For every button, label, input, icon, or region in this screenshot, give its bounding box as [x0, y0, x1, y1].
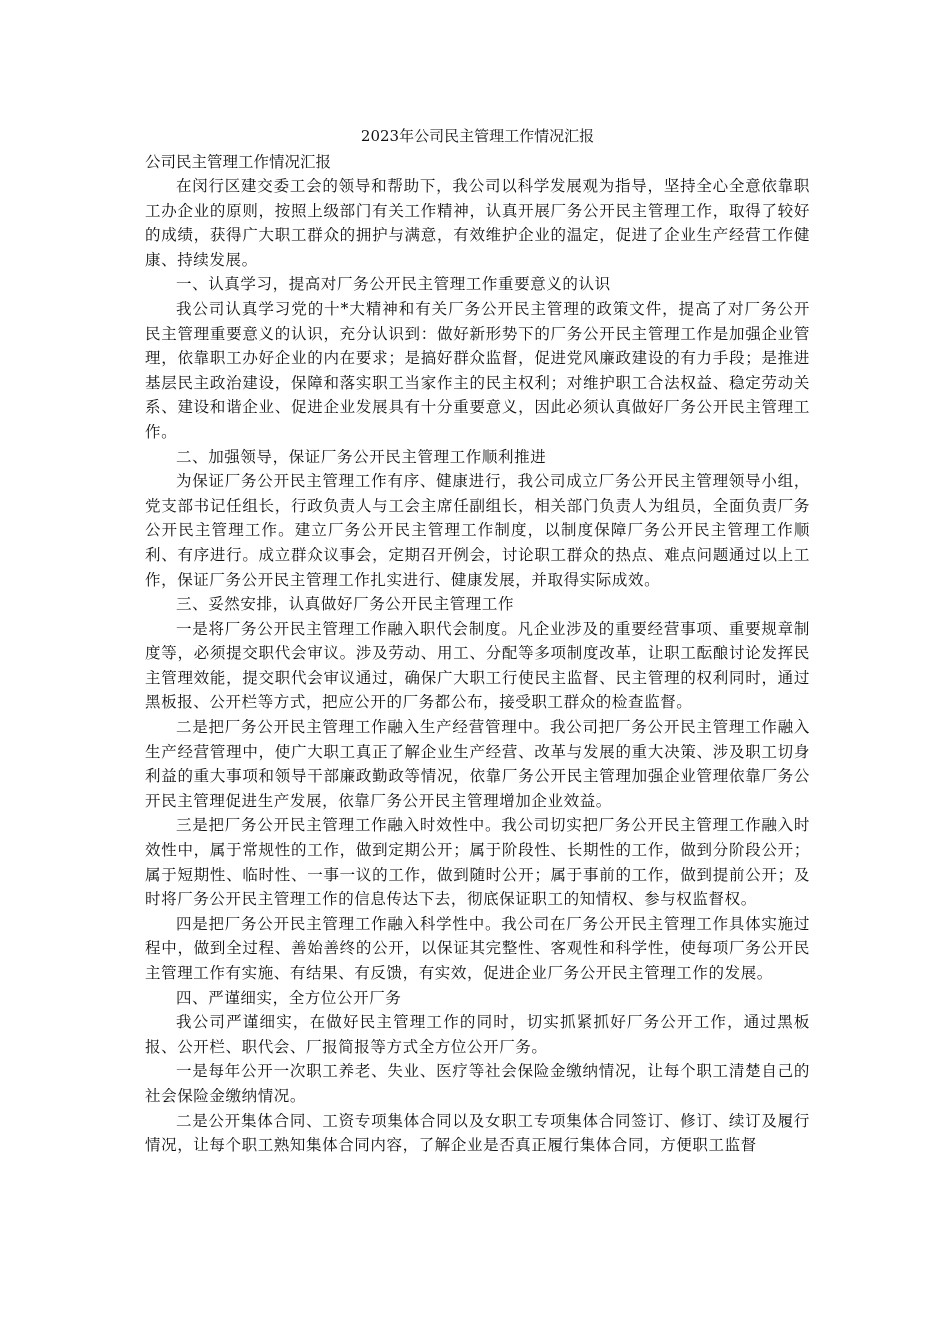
paragraph: 二是公开集体合同、工资专项集体合同以及女职工专项集体合同签订、修订、续订及履行情况，让每个职工熟知集体合同内容，了解企业是否真正履行集体合同，方便职工监督	[145, 1111, 810, 1155]
document-page	[145, 124, 810, 1158]
document-subtitle: 公司民主管理工作情况汇报	[145, 153, 332, 171]
section-heading: 一、认真学习，提高对厂务公开民主管理工作重要意义的认识	[176, 275, 611, 294]
section-heading: 二、加强领导，保证厂务公开民主管理工作顺利推进	[176, 447, 547, 466]
paragraph: 二是把厂务公开民主管理工作融入生产经营管理中。我公司把厂务公开民主管理工作融入生产经营管理中，使广大职工真正了解企业生产经营、改革与发展的重大决策、涉及职工切身利益的重大事项和领导干部廉政勤政等情况，依靠厂务公开民主管理加强企业管理依靠厂务公开民主管理促进生产发展，依靠厂务公开民主管理增加企业效益。	[145, 718, 810, 810]
document-title: 2023年公司民主管理工作情况汇报	[360, 127, 595, 145]
section-heading: 四、严谨细实，全方位公开厂务	[176, 988, 402, 1007]
paragraph: 一是每年公开一次职工养老、失业、医疗等社会保险金缴纳情况，让每个职工清楚自己的社会保险金缴纳情况。	[145, 1062, 810, 1105]
paragraph: 我公司严谨细实，在做好民主管理工作的同时，切实抓紧抓好厂务公开工作，通过黑板报、公开栏、职代会、厂报简报等方式全方位公开厂务。	[145, 1013, 810, 1056]
document-body	[145, 174, 810, 1158]
paragraph: 为保证厂务公开民主管理工作有序、健康进行，我公司成立厂务公开民主管理领导小组，党支部书记任组长，行政负责人与工会主席任副组长，相关部门负责人为组员，全面负责厂务公开民主管理工作。建立厂务公开民主管理工作制度，以制度保障厂务公开民主管理工作顺利、有序进行。成立群众议事会，定期召开例会，讨论职工群众的热点、难点问题通过以上工作，保证厂务公开民主管理工作扎实进行、健康发展，并取得实际成效。	[145, 472, 810, 589]
paragraph: 一是将厂务公开民主管理工作融入职代会制度。凡企业涉及的重要经营事项、重要规章制度等，必须提交职代会审议。涉及劳动、用工、分配等多项制度改革，让职工酝酿讨论发挥民主管理效能，提交职代会审议通过，确保广大职工行使民主监督、民主管理的权利同时，通过黑板报、公开栏等方式，把应公开的厂务都公布，接受职工群众的检查监督。	[145, 619, 810, 712]
paragraph: 三是把厂务公开民主管理工作融入时效性中。我公司切实把厂务公开民主管理工作融入时效性中，属于常规性的工作，做到定期公开；属于阶段性、长期性的工作，做到分阶段公开；属于短期性、临时性、一事一议的工作，做到随时公开；属于事前的工作，做到提前公开；及时将厂务公开民主管理工作的信息传达下去，彻底保证职工的知情权、参与权监督权。	[145, 816, 810, 909]
paragraph: 在闵行区建交委工会的领导和帮助下，我公司以科学发展观为指导，坚持全心全意依靠职工办企业的原则，按照上级部门有关工作精神，认真开展厂务公开民主管理工作，取得了较好的成绩，获得广大职工群众的拥护与满意，有效维护企业的温定，促进了企业生产经营工作健康、持续发展。	[145, 177, 810, 269]
paragraph: 四是把厂务公开民主管理工作融入科学性中。我公司在厂务公开民主管理工作具体实施过程中，做到全过程、善始善终的公开，以保证其完整性、客观性和科学性，使每项厂务公开民主管理工作有实施、有结果、有反馈，有实效，促进企业厂务公开民主管理工作的发展。	[145, 914, 810, 982]
paragraph: 我公司认真学习党的十*大精神和有关厂务公开民主管理的政策文件，提高了对厂务公开民主管理重要意义的认识，充分认识到：做好新形势下的厂务公开民主管理工作是加强企业管理，依靠职工办好企业的内在要求；是搞好群众监督，促进党风廉政建设的有力手段；是推进基层民主政治建设，保障和落实职工当家作主的民主权利；对维护职工合法权益、稳定劳动关系、建设和谐企业、促进企业发展具有十分重要意义，因此必须认真做好厂务公开民主管理工作。	[145, 299, 810, 441]
section-heading: 三、妥然安排，认真做好厂务公开民主管理工作	[176, 595, 515, 614]
